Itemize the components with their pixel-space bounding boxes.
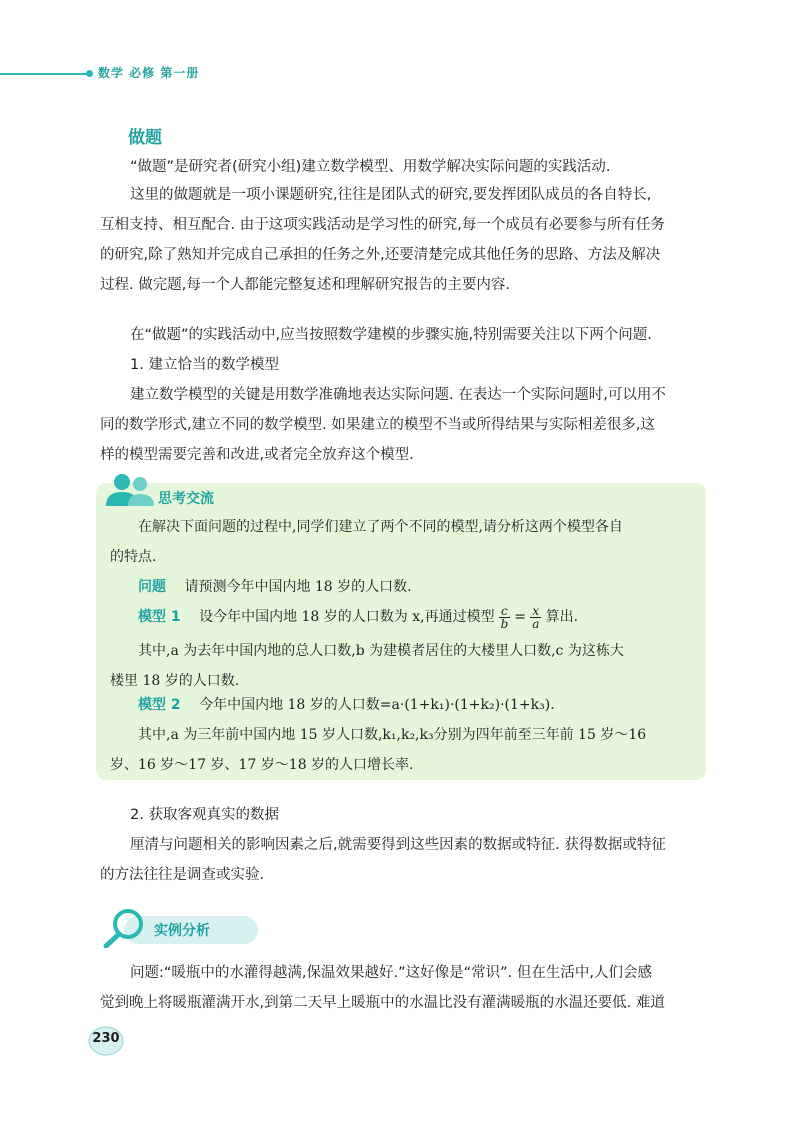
- text-line: 问题:“暖瓶中的水灌得越满,保温效果越好.”这好像是“常识”. 但在生活中,人们会感: [130, 965, 652, 981]
- header-rule: [0, 73, 88, 75]
- item1-title: 1. 建立恰当的数学模型: [130, 357, 279, 373]
- model1-explain: [110, 636, 700, 696]
- case-paragraph: [100, 958, 710, 1018]
- text-line: 的方法往往是调查或实验.: [100, 867, 265, 883]
- frac-denominator: b: [500, 616, 509, 631]
- frac-numerator: x: [532, 603, 540, 618]
- case-analysis-title: 实例分析: [154, 923, 210, 939]
- model1-line: [110, 602, 728, 632]
- book-title: 数学 必修 第一册: [98, 66, 200, 80]
- model2-explain: [110, 720, 700, 780]
- text-line: 楼里 18 岁的人口数.: [110, 673, 240, 689]
- header-dot: [86, 70, 93, 77]
- people-icon: [102, 470, 160, 510]
- model1-text-after: 算出.: [545, 609, 579, 625]
- text-line: 过程. 做完题,每一个人都能完整复述和理解研究报告的主要内容.: [100, 277, 510, 293]
- text-line: 觉到晚上将暖瓶灌满开水,到第二天早上暖瓶中的水温比没有灌满暖瓶的水温还要低. 难道: [100, 995, 665, 1011]
- frac-numerator: c: [501, 603, 508, 618]
- text-line: 在“做题”的实践活动中,应当按照数学建模的步骤实施,特别需要关注以下两个问题.: [130, 327, 652, 343]
- model2-line: [110, 690, 728, 720]
- text-line: 互相支持、相互配合. 由于这项实践活动是学习性的研究,每一个成员有必要参与所有任务: [100, 217, 665, 233]
- frac-denominator: a: [532, 616, 540, 631]
- model1-label: 模型 1: [138, 609, 181, 625]
- item2-title: 2. 获取客观真实的数据: [130, 807, 279, 823]
- text-line: 厘清与问题相关的影响因素之后,就需要得到这些因素的数据或特征. 获得数据或特征: [130, 837, 666, 853]
- fraction-c-over-b: [499, 605, 510, 630]
- think-discuss-title: 思考交流: [158, 491, 214, 507]
- text-line: 的特点.: [110, 549, 157, 565]
- equals-sign: =: [514, 609, 526, 625]
- text-line: 同的数学形式,建立不同的数学模型. 如果建立的模型不当或所得结果与实际相差很多,这: [100, 417, 655, 433]
- section-title: 做题: [128, 128, 162, 148]
- fraction-x-over-a: [530, 605, 541, 630]
- intro-paragraph: [100, 152, 710, 182]
- text-line: 建立数学模型的关键是用数学准确地表达实际问题. 在表达一个实际问题时,可以用不: [130, 387, 666, 403]
- paragraph-team: [100, 180, 710, 300]
- text-line: 其中,a 为三年前中国内地 15 岁人口数,k₁,k₂,k₃分别为四年前至三年前 15 岁～16: [138, 727, 647, 743]
- model1-text: 设今年中国内地 18 岁的人口数为 x,再通过模型: [199, 609, 495, 625]
- model2-text: 今年中国内地 18 岁的人口数=a·(1+k₁)·(1+k₂)·(1+k₃).: [199, 697, 555, 713]
- text-line: 岁、16 岁～17 岁、17 岁～18 岁的人口增长率.: [110, 757, 414, 773]
- text-line: 在解决下面问题的过程中,同学们建立了两个不同的模型,请分析这两个模型各自: [138, 519, 623, 535]
- item2-section: [100, 800, 710, 890]
- text-line: 样的模型需要完善和改进,或者完全放弃这个模型.: [100, 447, 414, 463]
- text-line: “做题”是研究者(研究小组)建立数学模型、用数学解决实际问题的实践活动.: [130, 159, 611, 175]
- model2-label: 模型 2: [138, 697, 181, 713]
- question-label: 问题: [138, 579, 166, 595]
- text-line: 其中,a 为去年中国内地的总人口数,b 为建模者居住的大楼里人口数,c 为这栋大: [138, 643, 624, 659]
- paragraph-steps: [100, 320, 710, 470]
- text-line: 的研究,除了熟知并完成自己承担的任务之外,还要清楚完成其他任务的思路、方法及解决: [100, 247, 661, 263]
- think-intro: [110, 512, 700, 572]
- text-line: 这里的做题就是一项小课题研究,往往是团队式的研究,要发挥团队成员的各自特长,: [130, 187, 652, 203]
- question-text: 请预测今年中国内地 18 岁的人口数.: [184, 579, 412, 595]
- question-line: [110, 572, 728, 602]
- page-number: 230: [92, 1031, 120, 1046]
